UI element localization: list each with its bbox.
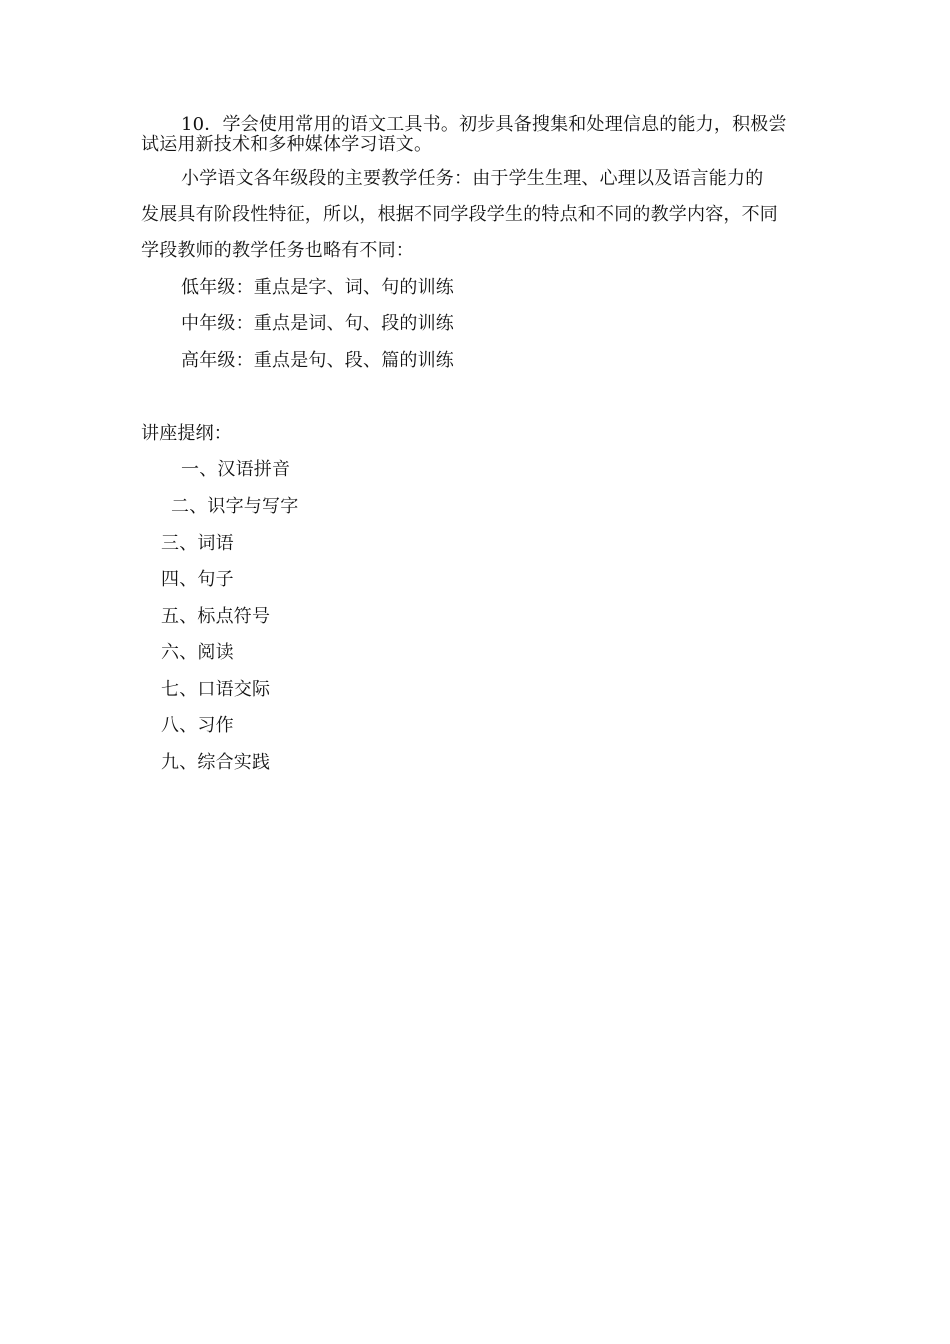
outline-item-8: 八、习作 [161,715,234,736]
outline-item-4: 四、句子 [161,569,234,590]
grade-low: 低年级：重点是字、词、句的训练 [181,277,454,298]
tasks-line1: 小学语文各年级段的主要教学任务：由于学生生理、心理以及语言能力的 [181,168,764,189]
outline-title: 讲座提纲： [141,423,232,444]
tasks-line3: 学段教师的教学任务也略有不同： [141,240,414,261]
outline-item-5: 五、标点符号 [161,606,271,627]
outline-item-2: 二、识字与写字 [171,496,299,517]
grade-high: 高年级：重点是句、段、篇的训练 [181,350,454,371]
para10-line2: 试运用新技术和多种媒体学习语文。 [141,134,433,155]
outline-item-3: 三、词语 [161,533,234,554]
outline-item-1: 一、汉语拼音 [181,459,291,480]
outline-item-9: 九、综合实践 [161,752,271,773]
grade-mid: 中年级：重点是词、句、段的训练 [181,313,454,334]
tasks-line2: 发展具有阶段性特征，所以，根据不同学段学生的特点和不同的教学内容，不同 [141,204,778,225]
para10-line1: 10．学会使用常用的语文工具书。初步具备搜集和处理信息的能力，积极尝 [181,114,787,135]
outline-item-6: 六、阅读 [161,642,234,663]
outline-item-7: 七、口语交际 [161,679,271,700]
